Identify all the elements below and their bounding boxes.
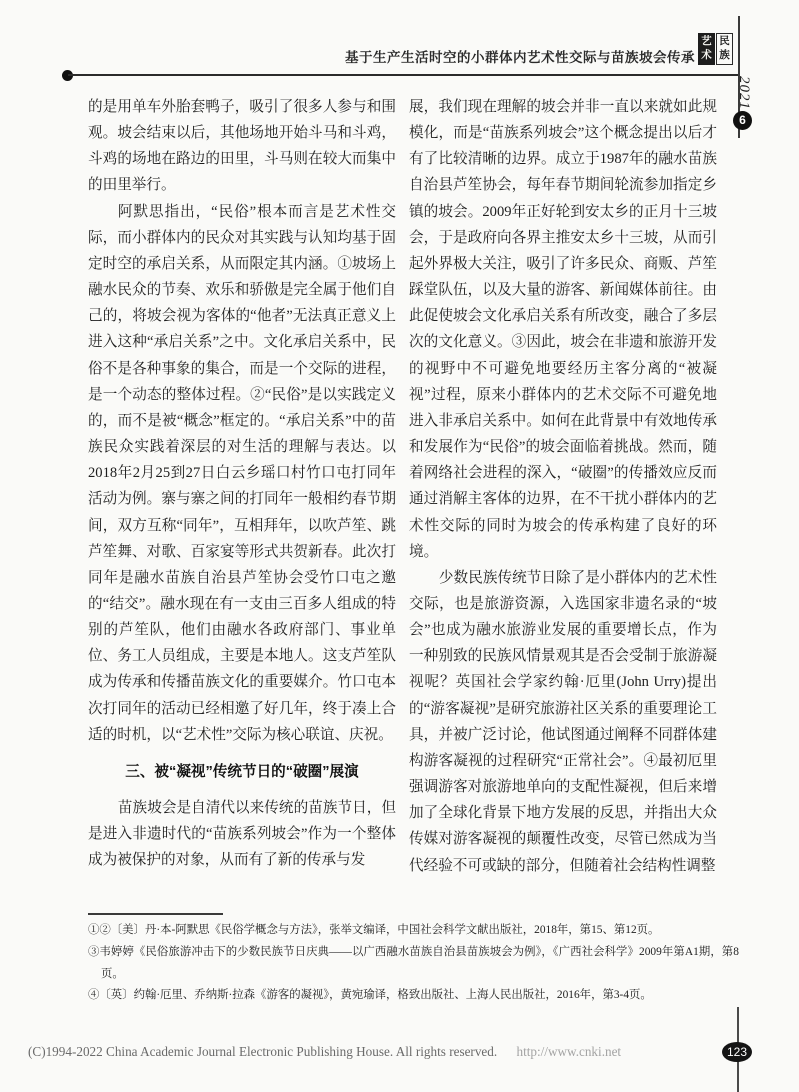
page-number-badge: 123 [722, 1042, 752, 1062]
paragraph-minority-festival: 少数民族传统节日除了是小群体内的艺术性交际，也是旅游资源，入选国家非遗名录的“坡会”也成为融水旅游业发展的重要增长点，作为一种别致的民族风情景观其是否会受制于旅游凝视呢？英国社会学家约翰·厄里(John Urry)提出的“游客凝视”是研究旅游社区关系的重要理论工具，并被广泛讨论，他试图通过阐释不同群体建构游客凝视的过程研究“正常社会”。④最初厄里强调游客对旅游地单向的支配性凝视，但后来增加了全球化背景下地方发展的反思，并指出大众传媒对游客凝视的颠覆性改变，尽管已然成为当代经验不可或缺的部分，但随着社会结构性调整 [409, 569, 717, 874]
seal-art-box: 艺术 [698, 33, 715, 65]
right-column [409, 94, 717, 879]
journal-year: 2021 [736, 76, 752, 110]
footnote-item: ③韦婷婷《民俗旅游冲击下的少数民族节日庆典——以广西融水苗族自治县苗族坡会为例》，《广西社会科学》2009年第A1期，第8页。 [88, 945, 739, 980]
seal-minzu-box: 民族 [716, 33, 733, 65]
section-heading: 三、被“凝视”传统节日的“破圈”展演 [125, 763, 359, 780]
left-column [88, 94, 396, 879]
running-head-title: 基于生产生活时空的小群体内艺术性交际与苗族坡会传承 [345, 50, 695, 65]
copyright-text: (C)1994-2022 China Academic Journal Electronic Publishing House. All rights reserved. [28, 1044, 498, 1059]
issue-number-badge: 6 [733, 111, 752, 130]
header-rule [68, 74, 738, 76]
paragraph-amos: 阿默思指出，“民俗”根本而言是艺术性交际，而小群体内的民众对其实践与认知均基于固定时空的承启关系，从而限定其内涵。①坡场上融水民众的节奏、欢乐和骄傲是完全属于他们自己的，将坡会视为客体的“他者”无法真正意义上进入这种“承启关系”之中。文化承启关系中，民俗不是各种事象的集合，而是一个交际的进程，是一个动态的整体过程。②“民俗”是以实践定义的，而不是被“概念”框定的。“承启关系”中的苗族民众实践着深层的对生活的理解与表达。以2018年2月25到27日白云乡瑶口村竹口屯打同年活动为例。寨与寨之间的打同年一般相约春节期间，双方互称“同年”，互相拜年，以吹芦笙、跳芦笙舞、对歌、百家宴等形式共贺新春。此次打同年是融水苗族自治县芦笙协会受竹口屯之邀的“结交”。融水现在有一支由三百多人组成的特别的芦笙队，他们由融水各政府部门、事业单位、务工人员组成，主要是本地人。这支芦笙队成为传承和传播苗族文化的重要媒介。竹口屯本次打同年的活动已经相邀了好几年，终于凑上合适的时机，以“艺术性”交际为核心联谊、庆祝。 [88, 203, 396, 743]
cnki-url: http://www.cnki.net [516, 1044, 622, 1059]
article-body [88, 94, 717, 879]
footnote-rule [88, 913, 223, 915]
footnotes [88, 920, 739, 1007]
paragraph-miao-festival: 苗族坡会是自清代以来传统的苗族节日，但是进入非遗时代的“苗族系列坡会”作为一个整体成为被保护的对象，从而有了新的传承与发 [88, 800, 396, 869]
paragraph-continued: 的是用单车外胎套鸭子，吸引了很多人参与和围观。坡会结束以后，其他场地开始斗马和斗鸡，斗鸡的场地在路边的田里，斗马则在较大而集中的田里举行。 [88, 99, 396, 194]
journal-seal-icon [698, 33, 733, 65]
page-footer [28, 1044, 728, 1060]
paragraph-development: 展，我们现在理解的坡会并非一直以来就如此规模化，而是“苗族系列坡会”这个概念提出以后才有了比较清晰的边界。成立于1987年的融水苗族自治县芦笙协会，每年春节期间轮流参加指定乡镇的坡会。2009年正好轮到安太乡的正月十三坡会，于是政府向各界主推安太乡十三坡，从而引起外界极大关注，吸引了许多民众、商贩、芦笙踩堂队伍，以及大量的游客、新闻媒体前往。由此促使坡会文化承启关系有所改变，融合了多层次的文化意义。③因此，坡会在非遗和旅游开发的视野中不可避免地要经历主客分离的“被凝视”过程，原来小群体内的艺术交际不可避免地进入非承启关系中。如何在此背景中有效地传承和发展作为“民俗”的坡会面临着挑战。然而，随着网络社会进程的深入，“破圈”的传播效应反而通过消解主客体的边界，在不干扰小群体内的艺术性交际的同时为坡会的传承构建了良好的环境。 [409, 99, 717, 560]
footnote-item: ④〔英〕约翰·厄里、乔纳斯·拉森《游客的凝视》，黄宛瑜译，格致出版社、上海人民出版社，2016年，第3-4页。 [88, 989, 652, 1002]
footnote-item: ①②〔美〕丹·本-阿默思《民俗学概念与方法》，张举文编译，中国社会科学文献出版社，2018年，第15、第12页。 [88, 924, 660, 936]
